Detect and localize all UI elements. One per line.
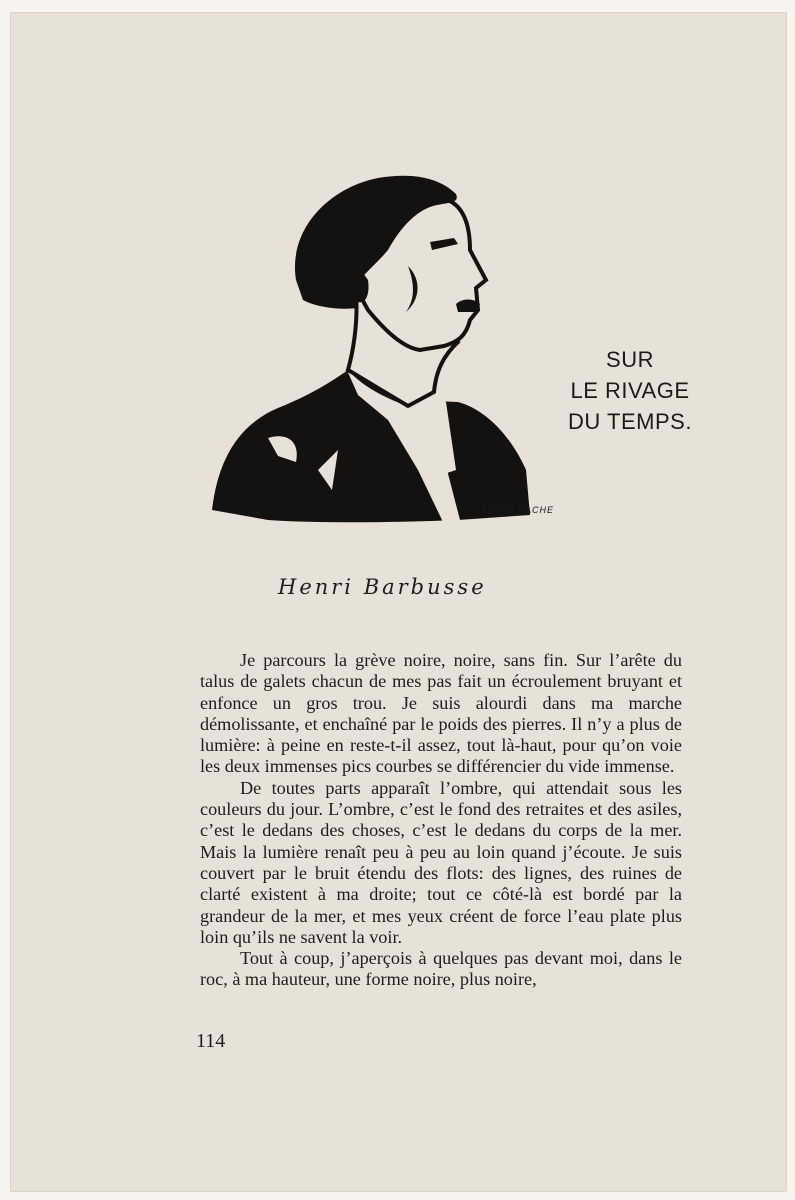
artist-credit: LOUIS HACHE [482, 505, 555, 515]
page-title [555, 344, 705, 437]
page-number: 114 [196, 1030, 226, 1052]
paragraph-2: De toutes parts apparaît l’ombre, qui attendait sous les couleurs du jour. L’ombre, c’est le fond des retraites et des asiles, c’est le dedans des choses, c’est le dedans du corps de la mer. Mais la lumière renaît peu à peu au loin quand j’écoute. Je suis couvert par le bruit étendu des flots: des lignes, des ruines de clarté existent à ma droite; tout ce côté-là est bordé par la grandeur de la mer, et mes yeux créent de force l’eau plate plus loin qu’ils ne savent la voir. [200, 777, 682, 947]
paragraph-1: Je parcours la grève noire, noire, sans fin. Sur l’arête du talus de galets chacun de mes pas fait un écroulement bruyant et enfonce un gros trou. Je suis alourdi dans ma marche démolissante, et enchaîné par le poids des pierres. Il n’y a plus de lumière: à peine en reste-t-il assez, tout là-haut, pour qu’on voie les deux immenses pics courbes se différencier du vide immense. [200, 650, 682, 777]
portrait-illustration [208, 170, 570, 538]
title-line-2: LE RIVAGE [570, 378, 690, 403]
paragraph-3: Tout à coup, j’aperçois à quelques pas devant moi, dans le roc, à ma hauteur, une forme noire, plus noire, [200, 948, 682, 990]
title-line-3: DU TEMPS. [568, 409, 692, 434]
body-text [200, 650, 682, 991]
book-page [10, 12, 787, 1192]
author-signature: Henri Barbusse [278, 575, 487, 599]
title-line-1: SUR [606, 347, 654, 372]
